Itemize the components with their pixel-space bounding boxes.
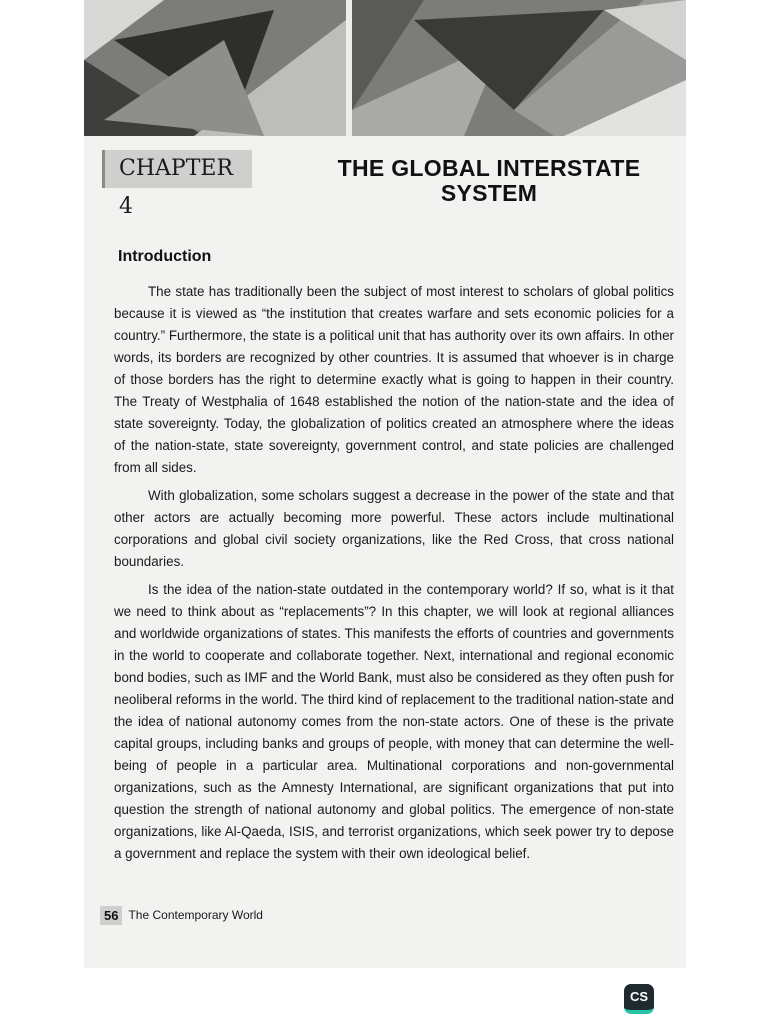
chapter-title-line1: THE GLOBAL INTERSTATE [337, 155, 641, 181]
chapter-banner-graphic [84, 0, 686, 136]
page-number: 56 [100, 906, 122, 925]
geometric-banner [84, 0, 686, 136]
paragraph: The state has traditionally been the subject of most interest to scholars of global politics because it is viewed as “the institution that creates warfare and sets economic policies for a country.” Furthermore, the state is a political unit that has authority over its own affairs. In other words, its borders are recognized by other countries. It is assumed that whoever is in charge of those borders has the right to determine exactly what is going to happen in their country. The Treaty of Westphalia of 1648 established the notion of the nation-state and the idea of state sovereignty. Today, the globalization of politics created an atmosphere where the ideas of the nation-state, state sovereignty, government control, and state policies are challenged from all sides. [114, 284, 674, 475]
paragraph: Is the idea of the nation-state outdated in the contemporary world? If so, what is it that we need to think about as “replacements”? In this chapter, we will look at regional alliances and worldwide organizations of states. This manifests the efforts of countries and governments in the world to cooperate and collaborate together. Next, international and regional economic bond bodies, such as IMF and the World Bank, must also be considered as they often push for neoliberal reforms in the world. The third kind of replacement to the traditional nation-state and the idea of national autonomy comes from the non-state actors. One of these is the private capital groups, including banks and groups of people, with money that can determine the well-being of people in a particular area. Multinational corporations and non-governmental organizations, such as the Amnesty International, are significant organizations that put into question the strength of national autonomy and global politics. The emergence of non-state organizations, like Al-Qaeda, ISIS, and terrorist organizations, which seek power try to depose a government and replace the system with their own ideological belief. [114, 582, 674, 861]
paragraph: With globalization, some scholars suggest a decrease in the power of the state and that other actors are actually becoming more powerful. These actors include multinational corporations and global civil society organizations, like the Red Cross, that cross national boundaries. [114, 488, 674, 569]
camscanner-logo-icon: CS [624, 984, 654, 1014]
chapter-label: CHAPTER 4 [102, 150, 252, 188]
chapter-title-line2: SYSTEM [440, 180, 538, 206]
page-footer [100, 904, 263, 926]
footer-book-title: The Contemporary World [128, 908, 263, 922]
section-heading: Introduction [118, 248, 212, 265]
chapter-title [304, 156, 674, 206]
body-text [114, 281, 674, 871]
document-page [84, 0, 686, 968]
